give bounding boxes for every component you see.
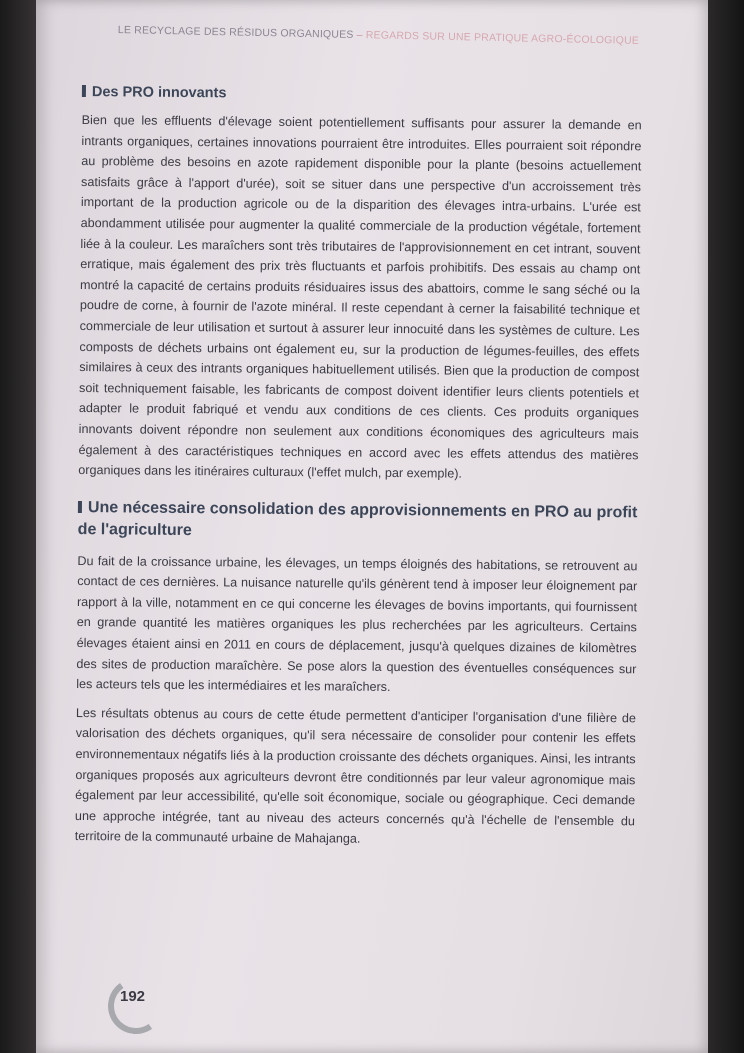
running-head [118, 24, 678, 48]
section-heading-text: Des PRO innovants [91, 84, 227, 102]
body-paragraph: Les résultats obtenus au cours de cette étude permettent d'anticiper l'organisation d'une filière de valorisation des déchets organiques, qu'il sera nécessaire de consolider pour contenir les effets environnementaux négatifs liés à la production croissante des déchets organiques. Ainsi, les intrants organiques proposés aux agriculteurs devront être conditionnés par leur valeur agronomique mais également par leur accessibilité, qu'elle soit économique, sociale ou géographique. Ceci demande une approche intégrée, tant au niveau des acteurs concernés qu'à l'échelle de l'ensemble du territoire de la communauté urbaine de Mahajanga. [74, 705, 637, 847]
heading-marker-icon [78, 501, 82, 513]
body-paragraph: Du fait de la croissance urbaine, les élevages, un temps éloignés des habitations, se retrouvent au contact de ces dernières. La nuisance naturelle qu'ils génèrent tend à imposer leur éloignement par rapport à la ville, notamment en ce qui concerne les élevages de bovins importants, qui fournissent en grande quantité les matières organiques les plus recherchées par les agriculteurs. Certains élevages étaient ainsi en 2011 en cours de déplacement, jusqu'à quelques dizaines de kilomètres des sites de production maraîchère. Se pose alors la question des éventuelles conséquences sur les acteurs tels que les intermédiaires et les maraîchers. [76, 553, 638, 695]
page-number: 192 [120, 988, 146, 1005]
section-heading-text: Une nécessaire consolidation des approvisionnements en PRO au profit de l'agriculture [77, 498, 638, 539]
running-title: LE RECYCLAGE DES RÉSIDUS ORGANIQUES [117, 24, 354, 41]
background-edge-right [704, 0, 744, 1053]
section-innovative-pro [78, 84, 642, 486]
page-folio [108, 978, 168, 1028]
heading-marker-icon [82, 85, 86, 97]
page-body [75, 84, 642, 860]
section-supply-consolidation [75, 497, 638, 853]
running-subtitle: REGARDS SUR UNE PRATIQUE AGRO-ÉCOLOGIQUE [365, 29, 640, 47]
binding-shadow-left [0, 0, 40, 1053]
section-heading [78, 497, 638, 546]
running-separator: – [353, 28, 366, 42]
body-paragraph: Bien que les effluents d'élevage soient potentiellement suffisants pour assurer la demande en intrants organiques, certaines innovations pourraient être introduites. Elles pourraient soit répondre au problème des besoins en azote rapidement disponible pour la plante (besoins actuellement satisfaits grâce à l'apport d'urée), soit se situer dans une perspective d'un accroissement très important de la production agricole ou de la disparition des élevages intra-urbains. L'urée est abondamment utilisée pour augmenter la qualité commerciale de la production végétale, fortement liée à la couleur. Les maraîchers sont très tributaires de l'approvisionnement en cet intrant, souvent erratique, mais également des prix très fluctuants et parfois prohibitifs. Des essais au champ ont montré la capacité de certains produits résiduaires issus des abattoirs, comme le sang séché ou la poudre de corne, à fournir de l'azote minéral. Il reste cependant à cerner la faisabilité technique et commerciale de leur utilisation et surtout à assurer leur innocuité dans les systèmes de culture. Les composts de déchets urbains ont également eu, sur la production de légumes-feuilles, des effets similaires à ceux des intrants organiques habituellement utilisés. Bien que la production de compost soit techniquement faisable, les fabricants de compost doivent identifier leurs clients potentiels et adapter le produit fabriqué et vendu aux conditions de ces clients. Ces produits organiques innovants doivent répondre non seulement aux conditions économiques des agriculteurs mais également à des caractéristiques techniques en accord avec les effets attendus des matières organiques dans les itinéraires culturaux (l'effet mulch, par exemple). [78, 112, 642, 481]
